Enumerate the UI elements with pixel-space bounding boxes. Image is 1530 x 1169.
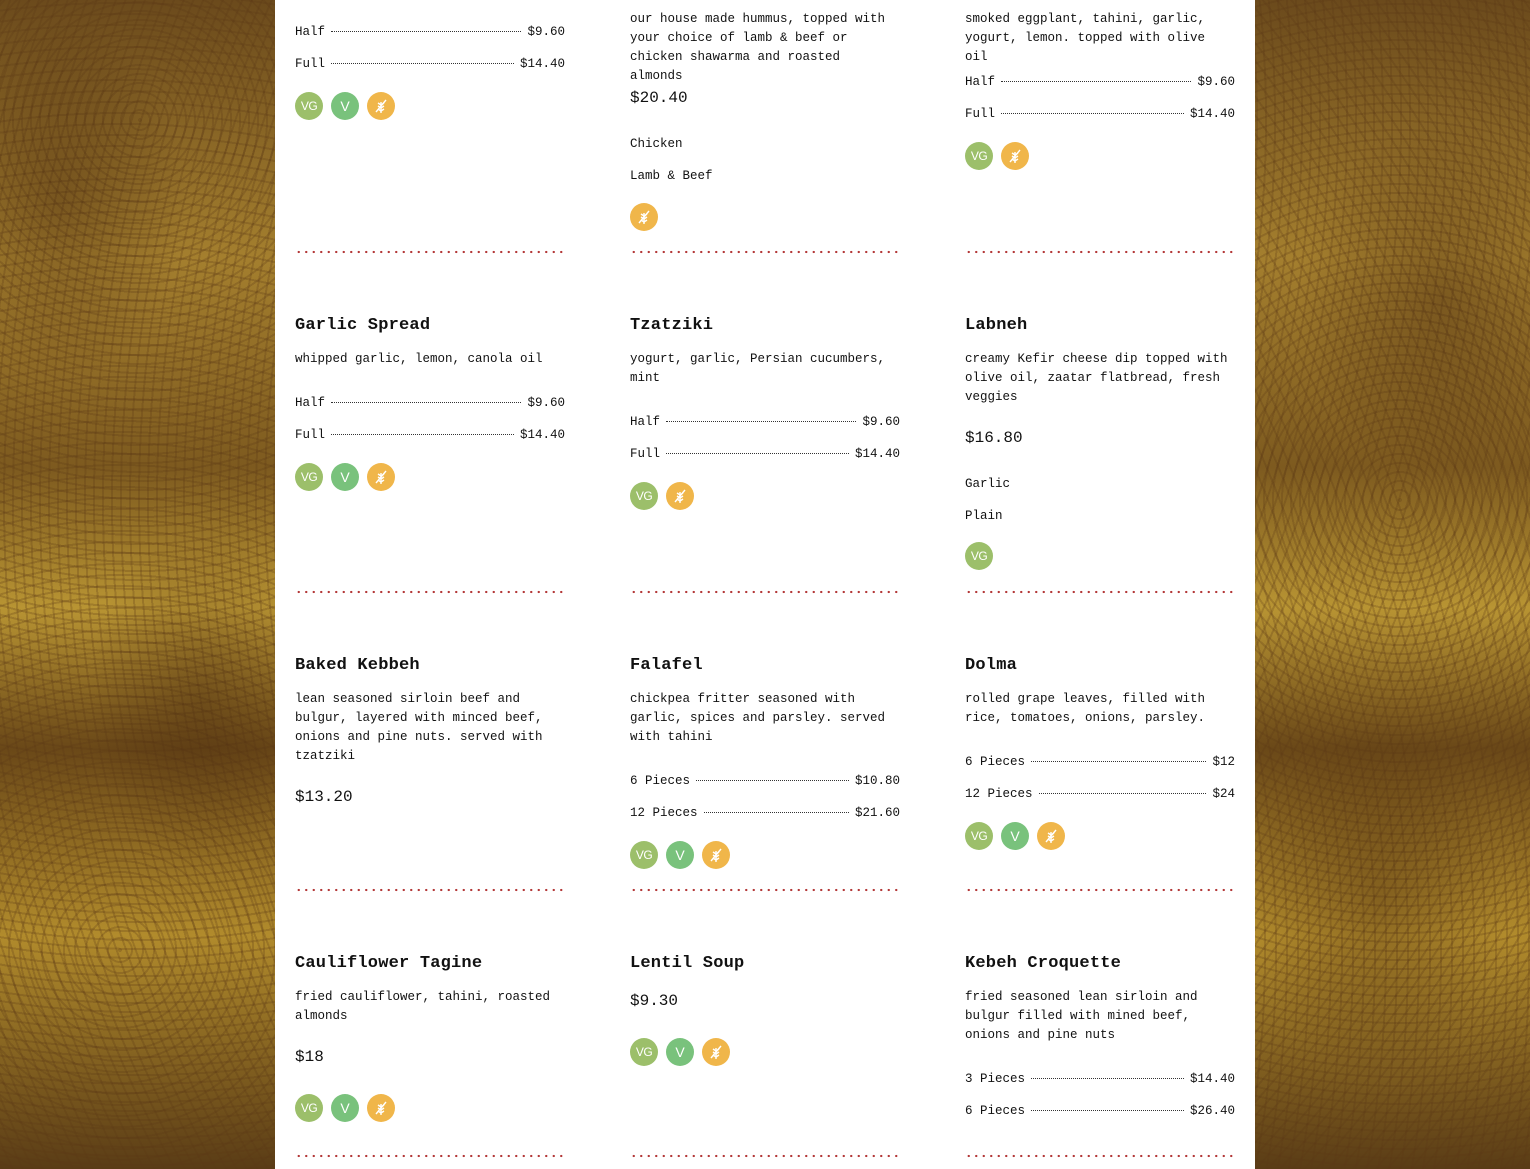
- size-row: [295, 57, 565, 73]
- item-price: $20.40: [630, 89, 688, 107]
- leader-dots: [1031, 1110, 1184, 1111]
- size-label: Half: [295, 396, 326, 410]
- item-name: Kebeh Croquette: [965, 954, 1122, 973]
- size-row: [965, 787, 1235, 803]
- item-name: Dolma: [965, 656, 1018, 675]
- item-description: whipped garlic, lemon, canola oil: [295, 352, 543, 366]
- leader-dots: [666, 421, 856, 422]
- dotted-separator: [295, 888, 565, 892]
- vegetarian-icon: V: [331, 463, 359, 491]
- leader-dots: [1031, 761, 1206, 762]
- vegan-icon: VG: [295, 463, 323, 491]
- size-row: [965, 755, 1235, 771]
- item-description: smoked eggplant, tahini, garlic, yogurt, lemon. topped with olive oil: [965, 12, 1206, 64]
- size-price: $14.40: [519, 428, 565, 442]
- size-row: [965, 75, 1235, 91]
- item-name: Cauliflower Tagine: [295, 954, 483, 973]
- diet-badges: [630, 203, 658, 231]
- diet-badges: [965, 542, 993, 570]
- size-label: Full: [295, 57, 326, 71]
- diet-badges: [965, 142, 1029, 170]
- size-price: $12: [1212, 755, 1235, 769]
- vegan-icon: VG: [630, 841, 658, 869]
- dotted-separator: [295, 1154, 565, 1158]
- vegan-icon: VG: [630, 482, 658, 510]
- vegetarian-icon: V: [666, 841, 694, 869]
- item-price: $9.30: [630, 992, 679, 1010]
- dotted-separator: [630, 1154, 900, 1158]
- menu-item: [630, 954, 900, 1164]
- size-price: $14.40: [1189, 107, 1235, 121]
- wheat-icon: [367, 1094, 395, 1122]
- wheat-icon: [367, 92, 395, 120]
- dotted-separator: [630, 590, 900, 594]
- vegetarian-icon: V: [331, 1094, 359, 1122]
- item-description: yogurt, garlic, Persian cucumbers, mint: [630, 352, 886, 385]
- dotted-separator: [295, 250, 565, 254]
- leader-dots: [331, 31, 521, 32]
- item-description: our house made hummus, topped with your choice of lamb & beef or chicken shawarma and roasted almonds: [630, 12, 886, 83]
- wheat-icon: [702, 841, 730, 869]
- vegan-icon: VG: [630, 1038, 658, 1066]
- vegetarian-icon: V: [1001, 822, 1029, 850]
- diet-badges: [295, 463, 395, 491]
- diet-badges: [630, 482, 694, 510]
- item-name: Baked Kebbeh: [295, 656, 420, 675]
- wheat-icon: [1037, 822, 1065, 850]
- menu-item: [630, 656, 900, 896]
- size-price: $21.60: [854, 806, 900, 820]
- leader-dots: [1001, 113, 1184, 114]
- item-description: fried seasoned lean sirloin and bulgur filled with mined beef, onions and pine nuts: [965, 990, 1198, 1042]
- leader-dots: [331, 63, 514, 64]
- size-label: Half: [295, 25, 326, 39]
- item-description: chickpea fritter seasoned with garlic, spices and parsley. served with tahini: [630, 692, 886, 744]
- vegetarian-icon: V: [331, 92, 359, 120]
- size-price: $10.80: [854, 774, 900, 788]
- size-row: [295, 428, 565, 444]
- leader-dots: [1039, 793, 1207, 794]
- item-description: rolled grape leaves, filled with rice, tomatoes, onions, parsley.: [965, 692, 1206, 725]
- dotted-separator: [965, 250, 1235, 254]
- option-label: Chicken: [630, 137, 683, 151]
- menu-item: [965, 954, 1235, 1164]
- option-label: Garlic: [965, 477, 1011, 491]
- menu-page: [275, 0, 1255, 1169]
- vegan-icon: VG: [965, 542, 993, 570]
- item-description: fried cauliflower, tahini, roasted almonds: [295, 990, 551, 1023]
- diet-badges: [630, 1038, 730, 1066]
- dotted-separator: [630, 888, 900, 892]
- item-name: Tzatziki: [630, 316, 714, 335]
- wheat-icon: [367, 463, 395, 491]
- size-label: 6 Pieces: [630, 774, 691, 788]
- leader-dots: [1031, 1078, 1184, 1079]
- dotted-separator: [965, 1154, 1235, 1158]
- diet-badges: [965, 822, 1065, 850]
- size-price: $9.60: [862, 415, 900, 429]
- item-description: creamy Kefir cheese dip topped with olive oil, zaatar flatbread, fresh veggies: [965, 352, 1228, 404]
- vegan-icon: VG: [295, 1094, 323, 1122]
- menu-item: [630, 316, 900, 600]
- size-label: Full: [295, 428, 326, 442]
- size-row: [965, 1072, 1235, 1088]
- leader-dots: [666, 453, 849, 454]
- menu-item: [295, 0, 565, 260]
- size-row: [630, 774, 900, 790]
- size-price: $26.40: [1189, 1104, 1235, 1118]
- vegan-icon: VG: [295, 92, 323, 120]
- size-price: $9.60: [527, 396, 565, 410]
- size-row: [295, 25, 565, 41]
- size-label: 6 Pieces: [965, 755, 1026, 769]
- leader-dots: [704, 812, 849, 813]
- option-label: Plain: [965, 509, 1003, 523]
- diet-badges: [295, 92, 395, 120]
- size-row: [295, 396, 565, 412]
- size-row: [965, 1104, 1235, 1120]
- menu-item: [295, 954, 565, 1164]
- item-price: $13.20: [295, 788, 353, 806]
- size-label: Full: [630, 447, 661, 461]
- size-label: 3 Pieces: [965, 1072, 1026, 1086]
- leader-dots: [1001, 81, 1191, 82]
- menu-item: [295, 656, 565, 896]
- size-price: $9.60: [1197, 75, 1235, 89]
- wheat-icon: [666, 482, 694, 510]
- size-price: $9.60: [527, 25, 565, 39]
- size-label: Full: [965, 107, 996, 121]
- size-price: $14.40: [854, 447, 900, 461]
- size-row: [630, 415, 900, 431]
- item-name: Falafel: [630, 656, 703, 675]
- item-name: Lentil Soup: [630, 954, 745, 973]
- menu-item: [630, 0, 900, 260]
- leader-dots: [331, 402, 521, 403]
- size-price: $14.40: [519, 57, 565, 71]
- size-row: [630, 447, 900, 463]
- leader-dots: [696, 780, 849, 781]
- vegan-icon: VG: [965, 142, 993, 170]
- dotted-separator: [630, 250, 900, 254]
- diet-badges: [630, 841, 730, 869]
- item-description: lean seasoned sirloin beef and bulgur, layered with minced beef, onions and pine nuts. served with tzatziki: [295, 692, 543, 763]
- menu-item: [965, 316, 1235, 600]
- dotted-separator: [295, 590, 565, 594]
- leader-dots: [331, 434, 514, 435]
- dotted-separator: [965, 590, 1235, 594]
- menu-item: [965, 656, 1235, 896]
- size-label: 6 Pieces: [965, 1104, 1026, 1118]
- dotted-separator: [965, 888, 1235, 892]
- diet-badges: [295, 1094, 395, 1122]
- menu-item: [295, 316, 565, 600]
- wheat-icon: [630, 203, 658, 231]
- wheat-icon: [1001, 142, 1029, 170]
- size-label: Half: [965, 75, 996, 89]
- size-price: $24: [1212, 787, 1235, 801]
- size-label: 12 Pieces: [630, 806, 698, 820]
- menu-item: [965, 0, 1235, 260]
- item-price: $18: [295, 1048, 324, 1066]
- size-label: Half: [630, 415, 661, 429]
- option-label: Lamb & Beef: [630, 169, 713, 183]
- item-name: Labneh: [965, 316, 1028, 335]
- item-name: Garlic Spread: [295, 316, 431, 335]
- vegetarian-icon: V: [666, 1038, 694, 1066]
- size-label: 12 Pieces: [965, 787, 1033, 801]
- size-row: [965, 107, 1235, 123]
- vegan-icon: VG: [965, 822, 993, 850]
- item-price: $16.80: [965, 429, 1023, 447]
- size-price: $14.40: [1189, 1072, 1235, 1086]
- wheat-icon: [702, 1038, 730, 1066]
- size-row: [630, 806, 900, 822]
